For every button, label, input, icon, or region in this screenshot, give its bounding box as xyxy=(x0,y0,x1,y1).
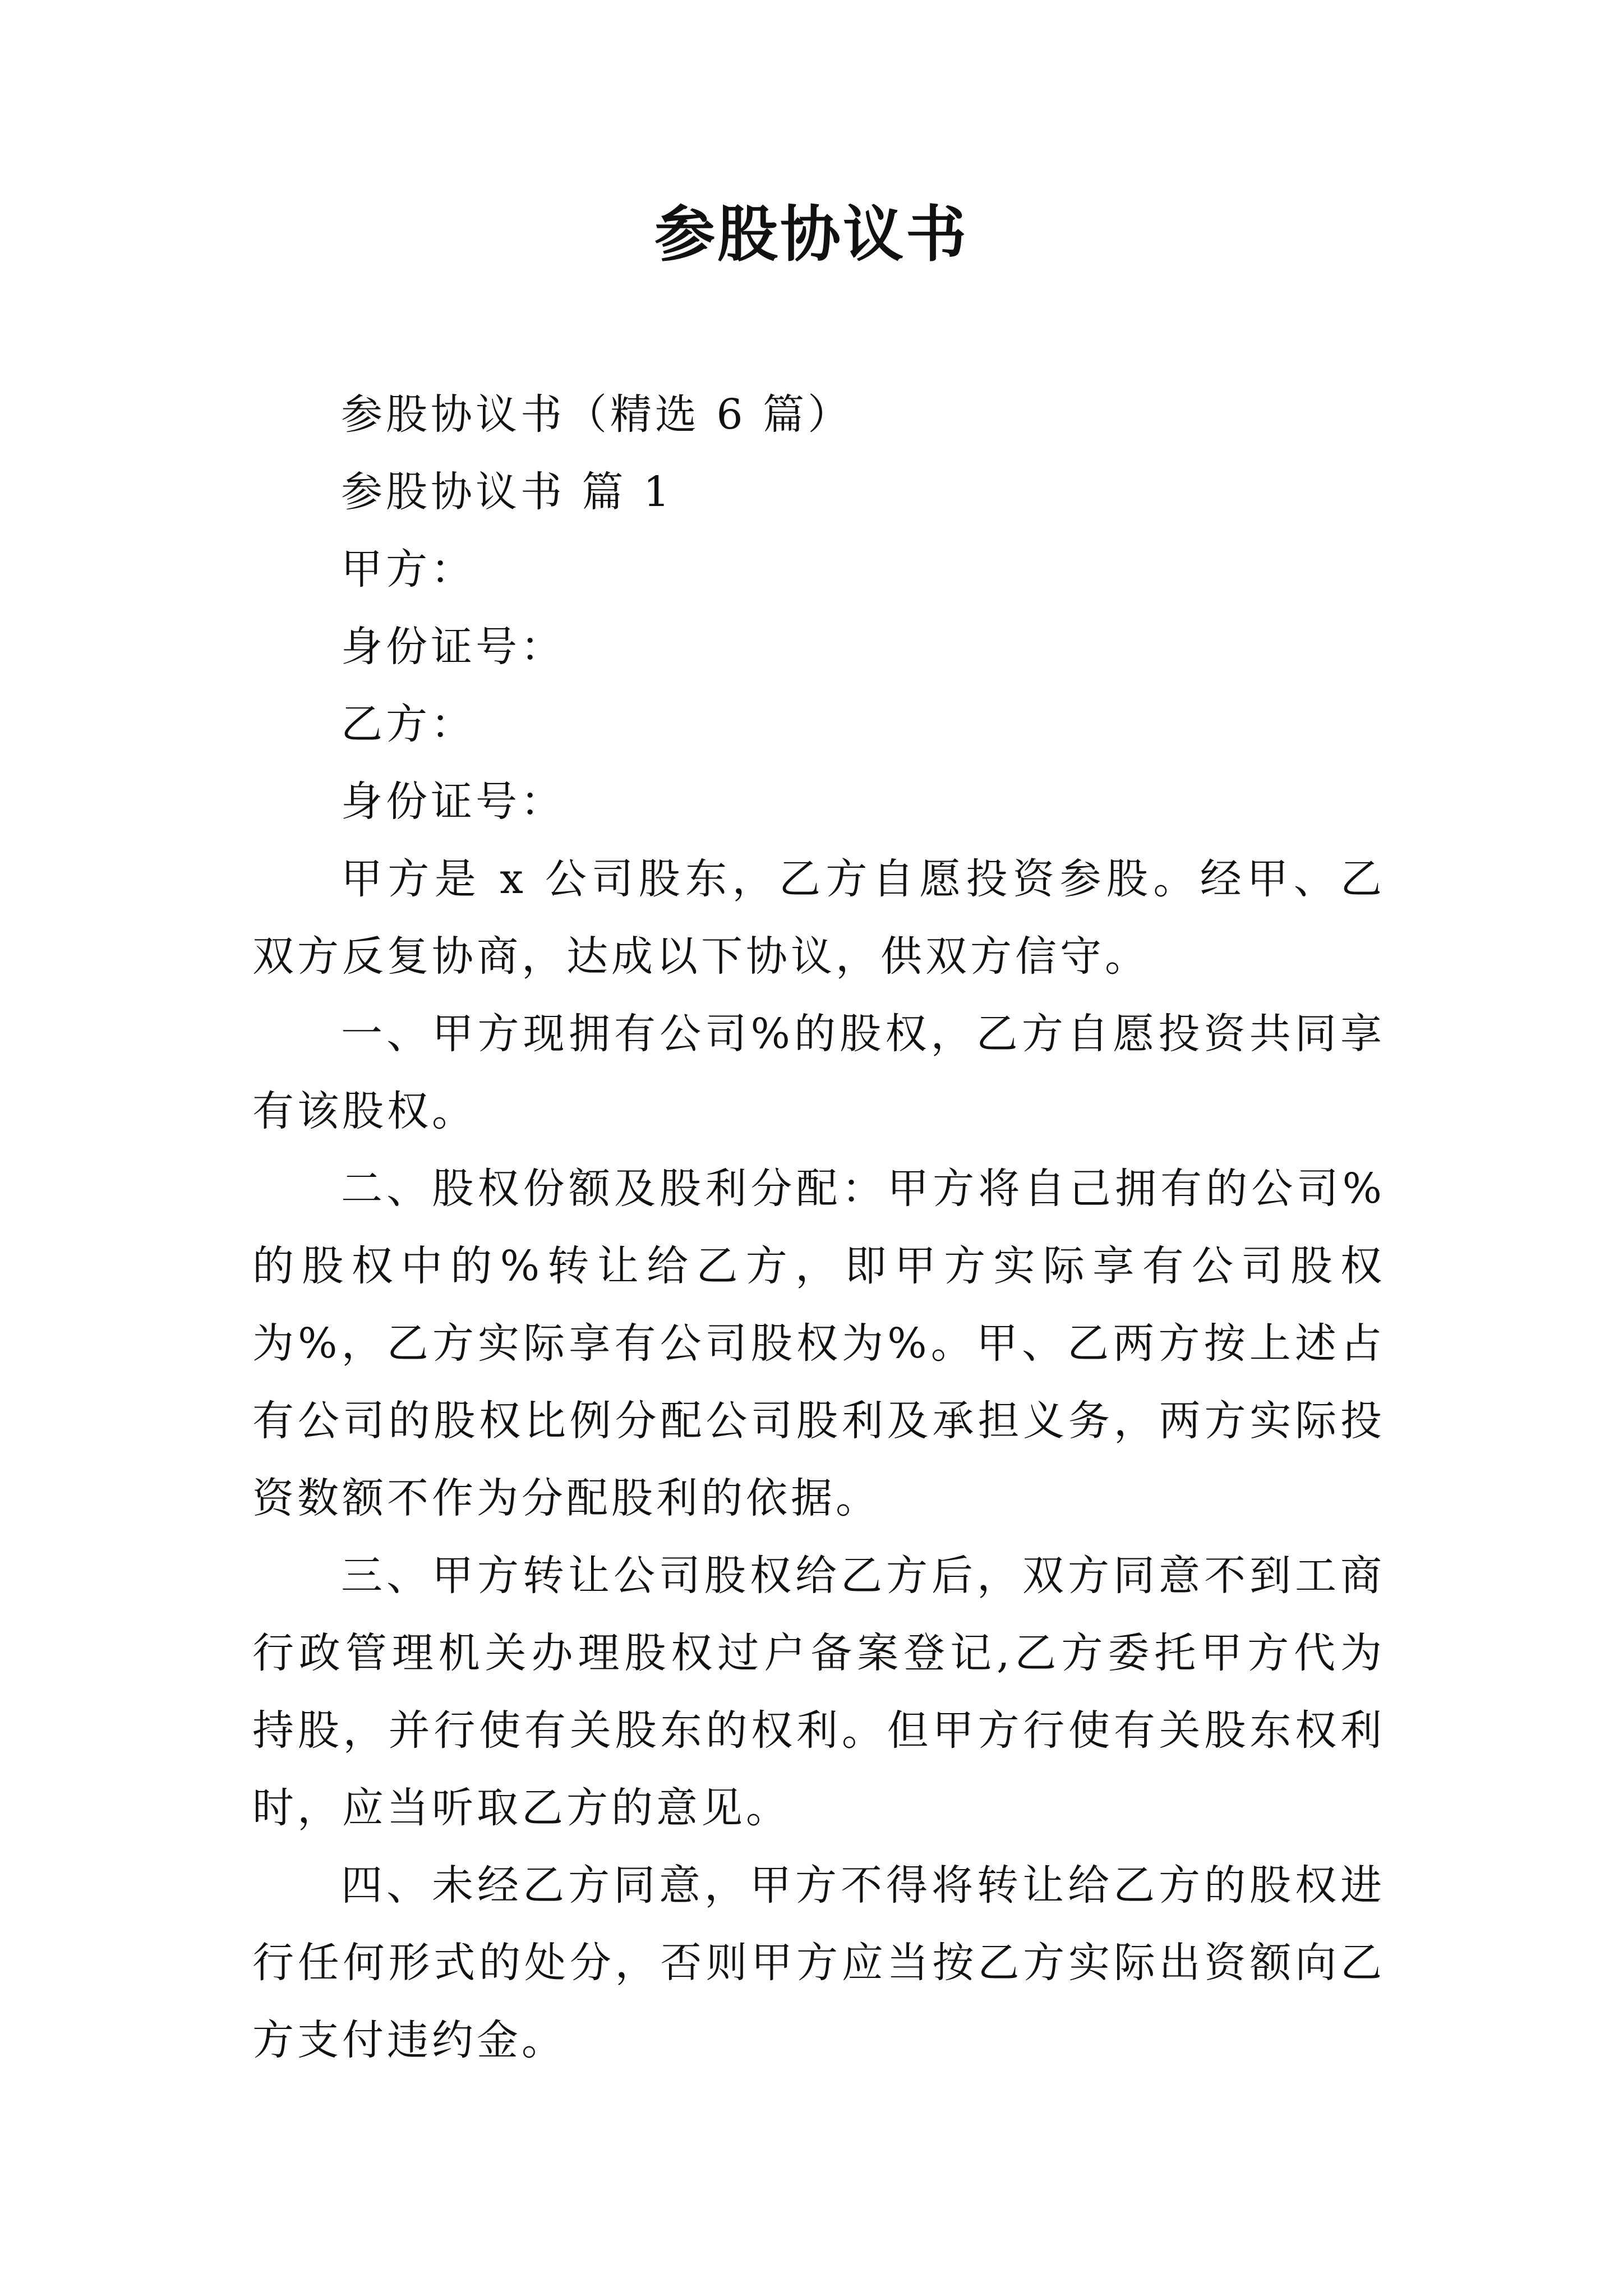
party-a-id-label: 身份证号： xyxy=(341,623,565,671)
paragraph-clause-3: 三、甲方转让公司股权给乙方后，双方同意不到工商行政管理机关办理股权过户备案登记,乙方委托甲方代为持股，并行使有关股东的权利。但甲方行使有关股东权利时，应当听取乙方的意见。 xyxy=(252,1552,1385,1832)
document-subtitle: 参股协议书（精选 6 篇） xyxy=(341,390,853,439)
paragraph-intro: 甲方是 x 公司股东，乙方自愿投资参股。经甲、乙双方反复协商，达成以下协议，供双方信守。 xyxy=(252,855,1385,981)
party-b-label: 乙方： xyxy=(341,700,476,748)
document-body xyxy=(252,376,1385,2079)
section-heading: 参股协议书 篇 1 xyxy=(341,468,674,516)
paragraph-clause-2: 二、股权份额及股利分配：甲方将自己拥有的公司%的股权中的%转让给乙方，即甲方实际享有公司股权为%，乙方实际享有公司股权为%。甲、乙两方按上述占有公司的股权比例分配公司股利及承担义务，两方实际投资数额不作为分配股利的依据。 xyxy=(252,1165,1385,1522)
paragraph-clause-1: 一、甲方现拥有公司%的股权，乙方自愿投资共同享有该股权。 xyxy=(252,1010,1385,1135)
party-a-label: 甲方： xyxy=(341,545,476,593)
paragraph-clause-4: 四、未经乙方同意，甲方不得将转让给乙方的股权进行任何形式的处分，否则甲方应当按乙方实际出资额向乙方支付违约金。 xyxy=(252,1861,1385,2064)
document-title: 参股协议书 xyxy=(654,199,969,270)
party-b-id-label: 身份证号： xyxy=(341,777,565,826)
